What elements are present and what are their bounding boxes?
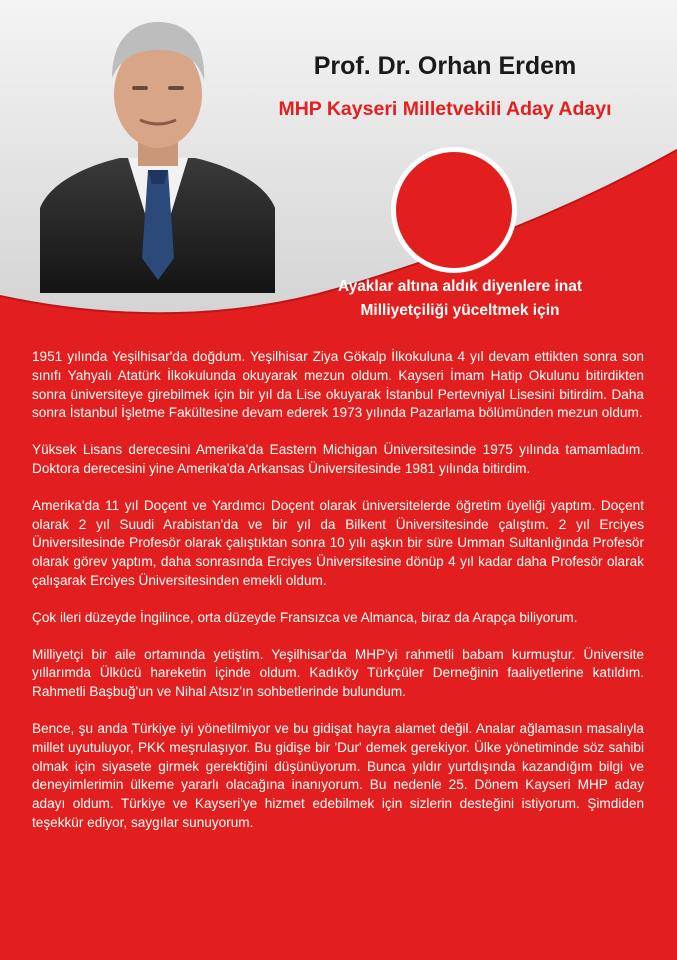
bio-paragraph-background: Milliyetçi bir aile ortamında yetiştim. Yeşilhisar'da MHP'yi rahmetli babam kurmuştur. Üniversite yıllarımda Ülkücü hareketin içinde oldum. Kadıköy Türkçüler Derneğinin faaliyetlerine katıldım. Rahmetli Başbuğ'un ve Nihal Atsız'ın sohbetlerinde bulundum. xyxy=(32,646,644,700)
bio-paragraph-education: 1951 yılında Yeşilhisar'da doğdum. Yeşilhisar Ziya Gökalp İlkokuluna 4 yıl devam ettikten sonra son sınıfı Yahyalı Atatürk İlkokulunda okuyarak mezun oldum. Kayseri İmam Hatip Okulunu bitirdikten sonra üniversiteye girebilmek için bir yıl da Lise okuyarak İstanbul Pertevniyal Lisesini bitirdim. Daha sonra İstanbul İşletme Fakültesine devam ederek 1973 yılında Pazarlama bölümünden mezun oldum. xyxy=(32,349,644,421)
slogan-line-2: Milliyetçiliği yüceltmek için xyxy=(360,302,560,319)
candidate-name: Prof. Dr. Orhan Erdem xyxy=(313,52,577,80)
slogan-line-1: Ayaklar altına aldık diyenlere inat xyxy=(337,278,583,295)
bio-paragraph-career: Amerika'da 11 yıl Doçent ve Yardımcı Doçent olarak üniversitelerde öğretim üyeliği yaptım. Doçent olarak 2 yıl Suudi Arabistan'da ve bir yıl da Bilkent Üniversitesinde çalıştım. 2 yıl Erciyes Üniversitesinde Profesör olarak çalıştıktan sonra 10 yılı aşkın bir süre Umman Sultanlığında Profesör olarak görev yaptım, daha sonrasında Erciyes Üniversitesine dönüp 4 yıl kadar daha Profesör olarak çalışarak Erciyes Üniversitesinden emekli oldum. xyxy=(32,497,644,588)
bio-paragraph-statement: Bence, şu anda Türkiye iyi yönetilmiyor ve bu gidişat hayra alamet değil. Analar ağlamasın masalıyla millet uyutuluyor, PKK meşrulaşıyor. Bu gidişe bir 'Dur' demek gerekiyor. Ülke yönetiminde söz sahibi olmak için siyasete girmek gerektiğini düşünüyorum. Bunca yıldır yurtdışında kazandığım bilgi ve deneyimlerimin ülkeme yararlı olacağına inanıyorum. Bu nedenle 25. Dönem Kayseri MHP aday adayı oldum. Türkiye ve Kayseri'ye hizmet edebilmek için sizlerin desteğini istiyorum. Şimdiden teşekkür ediyor, saygılar sunuyorum. xyxy=(32,720,644,830)
bio-paragraph-graduate: Yüksek Lisans derecesini Amerika'da Eastern Michigan Üniversitesinde 1975 yılında tamamladım. Doktora derecesini yine Amerika'da Arkansas Üniversitesinde 1981 yılında bitirdim. xyxy=(32,442,644,476)
bio-paragraph-languages: Çok ileri düzeyde İngilince, orta düzeyde Fransızca ve Almanca, biraz da Arapça biliyorum. xyxy=(32,609,578,625)
mhp-three-crescents-icon xyxy=(389,145,519,275)
candidate-portrait xyxy=(40,8,275,293)
biography xyxy=(32,348,644,851)
candidate-title: MHP Kayseri Milletvekili Aday Adayı xyxy=(278,98,612,120)
slogan xyxy=(280,275,640,323)
